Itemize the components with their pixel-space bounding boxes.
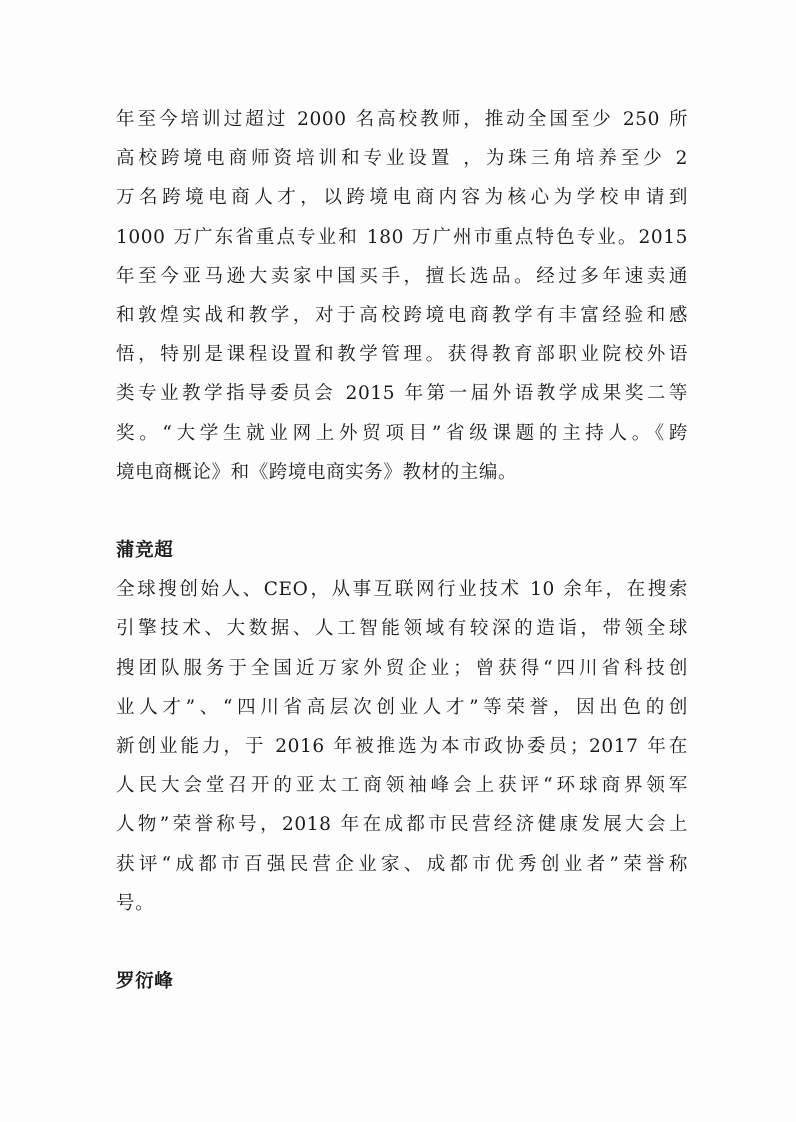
text-line: 引擎技术、大数据、人工智能领域有较深的造诣，带领全球 — [116, 618, 688, 640]
paragraph-gap — [116, 923, 688, 962]
text-line: 业人才”、“四川省高层次创业人才”等荣誉，因出色的创 — [116, 696, 688, 718]
text-line: 人民大会堂召开的亚太工商领袖峰会上获评“环球商界领军 — [116, 775, 688, 797]
paragraph-gap — [116, 492, 688, 531]
text-line: 年至今亚马逊大卖家中国买手，擅长选品。经过多年速卖通 — [116, 265, 688, 287]
text-line: 高校跨境电商师资培训和专业设置 ，为珠三角培养至少 2 — [116, 148, 688, 170]
bio-paragraph-1 — [116, 100, 688, 492]
text-line: 全球搜创始人、CEO，从事互联网行业技术 10 余年，在搜索 — [116, 579, 688, 601]
text-line: 1000 万广东省重点专业和 180 万广州市重点特色专业。2015 — [116, 226, 688, 248]
text-line: 人物”荣誉称号，2018 年在成都市民营经济健康发展大会上 — [116, 814, 688, 836]
text-line: 奖。“大学生就业网上外贸项目”省级课题的主持人。《跨 — [116, 422, 688, 444]
text-line: 类专业教学指导委员会 2015 年第一届外语教学成果奖二等 — [116, 383, 688, 405]
text-line: 新创业能力，于 2016 年被推选为本市政协委员；2017 年在 — [116, 736, 688, 757]
bio-paragraph-2 — [116, 570, 688, 923]
text-line: 年至今培训过超过 2000 名高校教师，推动全国至少 250 所 — [116, 109, 688, 130]
document-body — [116, 100, 688, 1001]
text-line: 获评“成都市百强民营企业家、成都市优秀创业者”荣誉称 — [116, 853, 688, 875]
text-line: 万名跨境电商人才，以跨境电商内容为核心为学校申请到 — [116, 187, 688, 209]
text-line: 搜团队服务于全国近万家外贸企业；曾获得“四川省科技创 — [116, 657, 688, 679]
text-line: 和敦煌实战和教学，对于高校跨境电商教学有丰富经验和感 — [116, 304, 688, 326]
text-line: 号。 — [116, 892, 155, 914]
person-name-heading: 蒲竞超 — [116, 540, 174, 562]
person-name-heading: 罗衍峰 — [116, 971, 174, 993]
text-line: 悟，特别是课程设置和教学管理。获得教育部职业院校外语 — [116, 344, 688, 366]
text-line: 境电商概论》和《跨境电商实务》教材的主编。 — [116, 461, 518, 483]
